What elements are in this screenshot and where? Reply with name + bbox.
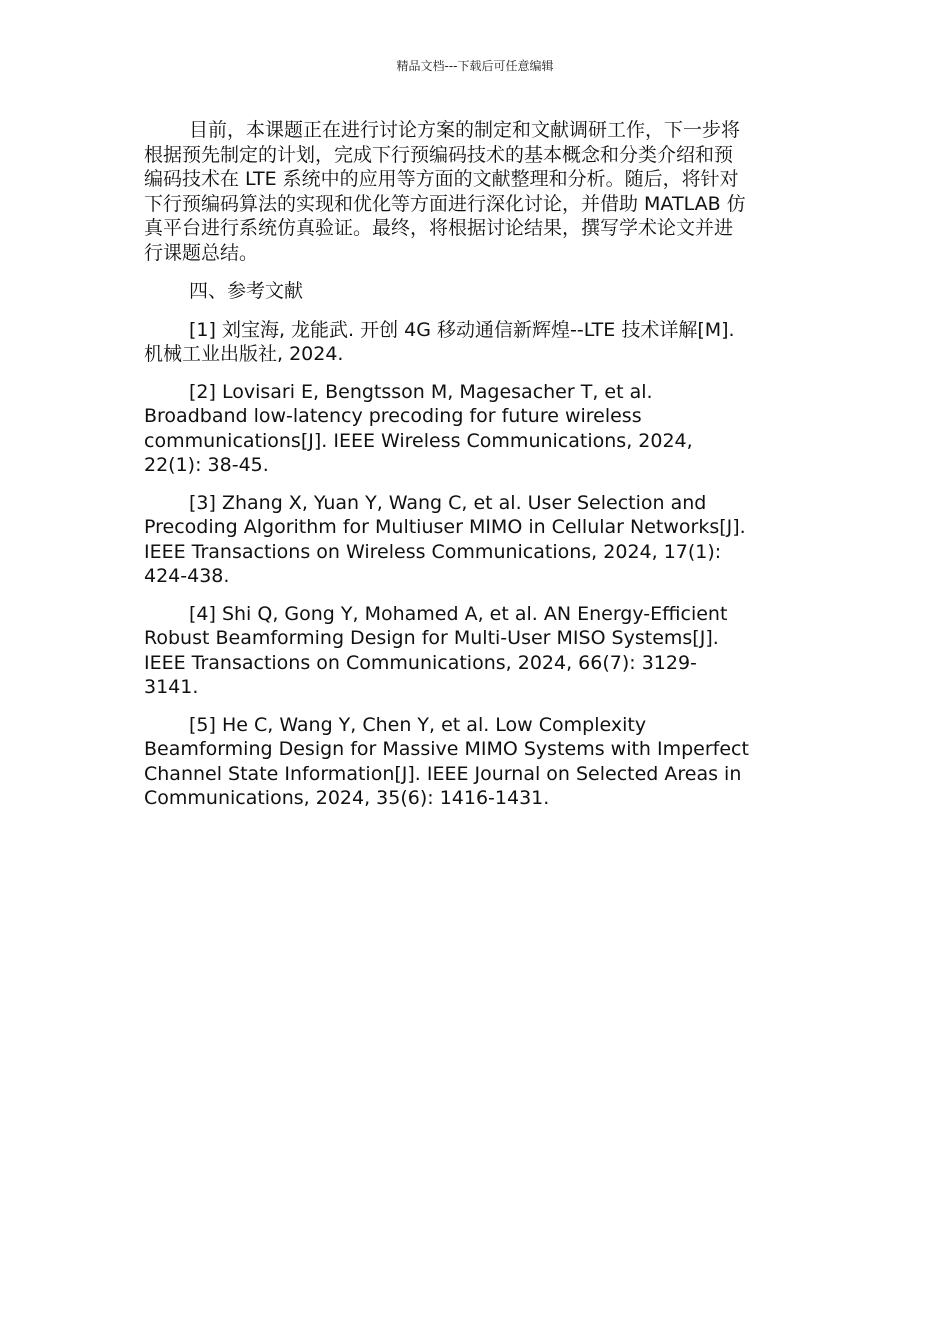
reference-line: Channel State Information[J]. IEEE Journal on Selected Areas in — [144, 762, 742, 785]
reference-line: Precoding Algorithm for Multiuser MIMO in Cellular Networks[J]. — [144, 516, 746, 538]
reference-line: 3141. — [144, 676, 199, 698]
body-paragraph — [144, 118, 808, 265]
reference-item-3 — [144, 491, 808, 589]
section-heading: 四、参考文献 — [189, 280, 304, 302]
reference-line: 424-438. — [144, 565, 230, 587]
reference-line: [4] Shi Q, Gong Y, Mohamed A, et al. AN Energy-Efficient — [189, 602, 728, 625]
document-body — [144, 118, 808, 824]
body-line: 目前，本课题正在进行讨论方案的制定和文献调研工作，下一步将 — [189, 119, 741, 141]
reference-line: [1] 刘宝海, 龙能武. 开创 4G 移动通信新辉煌--LTE 技术详解[M]. — [189, 318, 735, 341]
reference-item-1 — [144, 318, 808, 367]
body-line: 编码技术在 LTE 系统中的应用等方面的文献整理和分析。随后，将针对 — [144, 168, 739, 190]
reference-line: [5] He C, Wang Y, Chen Y, et al. Low Complexity — [189, 713, 647, 736]
reference-line: communications[J]. IEEE Wireless Communications, 2024, — [144, 429, 693, 452]
reference-line: IEEE Transactions on Wireless Communications, 2024, 17(1): — [144, 540, 722, 563]
reference-line: Beamforming Design for Massive MIMO Systems with Imperfect — [144, 738, 749, 760]
reference-line: Robust Beamforming Design for Multi-User MISO Systems[J]. — [144, 627, 719, 649]
reference-line: 机械工业出版社, 2024. — [144, 343, 344, 365]
reference-line: 22(1): 38-45. — [144, 454, 269, 476]
reference-line: [3] Zhang X, Yuan Y, Wang C, et al. User Selection and — [189, 491, 707, 514]
body-line: 根据预先制定的计划，完成下行预编码技术的基本概念和分类介绍和预 — [144, 143, 734, 166]
body-line: 下行预编码算法的实现和优化等方面进行深化讨论，并借助 MATLAB 仿 — [144, 192, 746, 215]
reference-line: [2] Lovisari E, Bengtsson M, Magesacher T, et al. — [189, 380, 653, 403]
body-line: 行课题总结。 — [144, 241, 259, 264]
reference-line: Communications, 2024, 35(6): 1416-1431. — [144, 787, 550, 809]
reference-item-4 — [144, 602, 808, 700]
reference-item-2 — [144, 380, 808, 478]
reference-line: IEEE Transactions on Communications, 2024, 66(7): 3129- — [144, 651, 697, 674]
reference-item-5 — [144, 713, 808, 811]
reference-line: Broadband low-latency precoding for future wireless — [144, 405, 642, 427]
page-header: 精品文档---下载后可任意编辑 — [396, 59, 554, 73]
body-line: 真平台进行系统仿真验证。最终，将根据讨论结果，撰写学术论文并进 — [144, 217, 734, 239]
